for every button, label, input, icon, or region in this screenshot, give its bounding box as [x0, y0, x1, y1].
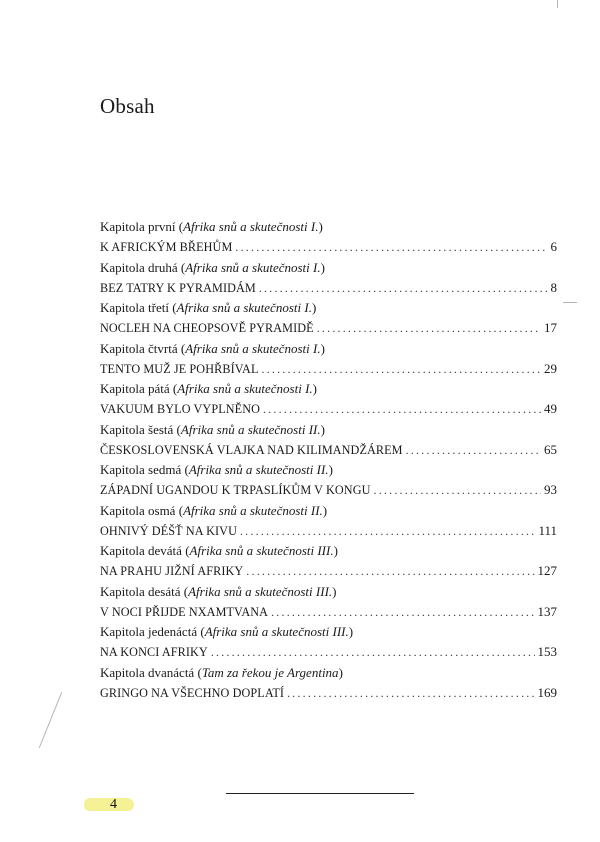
chapter-label: Kapitola sedmá — [100, 462, 182, 477]
title-line — [100, 561, 557, 581]
chapter-subtitle: Afrika snů a skutečnosti III. — [189, 543, 334, 558]
title-line — [100, 602, 557, 622]
title-line — [100, 521, 557, 541]
dot-leader — [211, 642, 535, 662]
scan-mark — [39, 692, 62, 748]
title-line — [100, 278, 557, 298]
scan-mark — [557, 0, 558, 8]
page-number-marker — [84, 796, 134, 813]
chapter-label: Kapitola čtvrtá — [100, 340, 178, 356]
chapter-label: Kapitola jedenáctá — [100, 624, 198, 639]
page-reference: 137 — [537, 603, 557, 619]
chapter-title: NA KONCI AFRIKY — [100, 645, 208, 659]
chapter-line: Kapitola desátá (Afrika snů a skutečnosti III.) — [100, 583, 337, 599]
dot-leader — [287, 683, 534, 703]
dot-leader — [235, 237, 547, 257]
chapter-label: Kapitola dvanáctá — [100, 664, 195, 680]
chapter-subtitle: Afrika snů a skutečnosti I. — [183, 219, 319, 234]
chapter-label: Kapitola pátá — [100, 381, 170, 396]
chapter-subtitle: Afrika snů a skutečnosti III. — [188, 583, 333, 599]
dot-leader — [271, 602, 534, 622]
chapter-subtitle: Afrika snů a skutečnosti I. — [185, 340, 321, 356]
dot-leader — [259, 278, 548, 298]
toc-entry — [100, 339, 557, 380]
chapter-title: BEZ TATRY K PYRAMIDÁM — [100, 280, 256, 295]
footer-rule — [226, 793, 414, 794]
title-line — [100, 399, 557, 419]
title-line — [100, 480, 557, 500]
page-reference: 6 — [550, 239, 557, 254]
chapter-title: V NOCI PŘIJDE NXAMTVANA — [100, 604, 269, 619]
chapter-line: Kapitola jedenáctá (Afrika snů a skutečnosti III.) — [100, 624, 354, 639]
chapter-label: Kapitola šestá — [100, 421, 174, 437]
dot-leader — [406, 440, 541, 460]
page-reference: 17 — [544, 320, 557, 335]
chapter-label: Kapitola druhá — [100, 259, 178, 275]
toc-entry — [100, 420, 557, 461]
chapter-subtitle: Afrika snů a skutečnosti II. — [183, 502, 323, 518]
chapter-line: Kapitola pátá (Afrika snů a skutečnosti I.) — [100, 381, 318, 396]
page-reference: 127 — [537, 563, 557, 578]
title-line — [100, 318, 557, 338]
dot-leader — [263, 399, 541, 419]
chapter-label: Kapitola třetí — [100, 300, 169, 315]
chapter-subtitle: Afrika snů a skutečnosti I. — [177, 381, 313, 396]
chapter-title: NOCLEH NA CHEOPSOVĚ PYRAMIDĚ — [100, 321, 314, 335]
toc-entry — [100, 379, 557, 420]
chapter-title: OHNIVÝ DÉŠŤ NA KIVU — [100, 523, 237, 538]
title-line — [100, 440, 557, 460]
dot-leader — [246, 561, 534, 581]
chapter-line: Kapitola šestá (Afrika snů a skutečnosti II.) — [100, 421, 325, 437]
chapter-title: ČESKOSLOVENSKÁ VLAJKA NAD KILIMANDŽÁREM — [100, 442, 403, 457]
page-reference: 153 — [537, 644, 557, 659]
chapter-label: Kapitola první — [100, 219, 176, 234]
chapter-title: VAKUUM BYLO VYPLNĚNO — [100, 402, 260, 416]
title-line — [100, 642, 557, 662]
chapter-line: Kapitola osmá (Afrika snů a skutečnosti II.) — [100, 502, 328, 518]
dot-leader — [240, 521, 535, 541]
chapter-line: Kapitola sedmá (Afrika snů a skutečnosti II.) — [100, 462, 333, 477]
toc-entry — [100, 258, 557, 299]
chapter-line: Kapitola dvanáctá (Tam za řekou je Argentina) — [100, 664, 343, 680]
title-line — [100, 683, 557, 703]
page-reference: 8 — [550, 279, 557, 295]
title-line — [100, 237, 557, 257]
toc-entry — [100, 541, 557, 582]
toc-entry — [100, 622, 557, 663]
highlight-mark — [84, 798, 134, 811]
chapter-title: GRINGO NA VŠECHNO DOPLATÍ — [100, 685, 285, 700]
page-title: Obsah — [100, 94, 155, 118]
dot-leader — [317, 318, 541, 338]
chapter-label: Kapitola desátá — [100, 583, 181, 599]
chapter-title: TENTO MUŽ JE POHŘBÍVAL — [100, 361, 259, 376]
page-reference: 169 — [537, 684, 557, 700]
page-reference: 65 — [544, 441, 557, 457]
chapter-title: NA PRAHU JIŽNÍ AFRIKY — [100, 564, 244, 578]
chapter-subtitle: Afrika snů a skutečnosti I. — [176, 300, 312, 315]
chapter-line: Kapitola první (Afrika snů a skutečnosti I.) — [100, 219, 323, 234]
scan-mark — [563, 302, 577, 303]
toc-entry — [100, 501, 557, 542]
toc-entry — [100, 663, 557, 704]
chapter-line: Kapitola druhá (Afrika snů a skutečnosti I.) — [100, 259, 325, 275]
chapter-label: Kapitola devátá — [100, 543, 182, 558]
toc-entry — [100, 582, 557, 623]
chapter-subtitle: Afrika snů a skutečnosti III. — [204, 624, 349, 639]
page-reference: 93 — [544, 482, 557, 497]
dot-leader — [262, 359, 542, 379]
page-reference: 111 — [538, 522, 557, 538]
table-of-contents — [100, 217, 557, 703]
chapter-subtitle: Tam za řekou je Argentina — [201, 664, 339, 680]
chapter-line: Kapitola devátá (Afrika snů a skutečnosti III.) — [100, 543, 338, 558]
toc-entry — [100, 460, 557, 501]
chapter-title: K AFRICKÝM BŘEHŮM — [100, 240, 233, 254]
page-reference: 49 — [544, 401, 557, 416]
toc-entry — [100, 298, 557, 339]
page-number: 4 — [110, 797, 117, 812]
page-reference: 29 — [544, 360, 557, 376]
chapter-subtitle: Afrika snů a skutečnosti II. — [180, 421, 321, 437]
chapter-label: Kapitola osmá — [100, 502, 176, 518]
dot-leader — [374, 480, 541, 500]
toc-entry — [100, 217, 557, 258]
chapter-subtitle: Afrika snů a skutečnosti II. — [188, 462, 329, 477]
chapter-line: Kapitola třetí (Afrika snů a skutečnosti I.) — [100, 300, 317, 315]
chapter-line: Kapitola čtvrtá (Afrika snů a skutečnosti I.) — [100, 340, 325, 356]
chapter-subtitle: Afrika snů a skutečnosti I. — [185, 259, 321, 275]
chapter-title: ZÁPADNÍ UGANDOU K TRPASLÍKŮM V KONGU — [100, 483, 371, 497]
title-line — [100, 359, 557, 379]
